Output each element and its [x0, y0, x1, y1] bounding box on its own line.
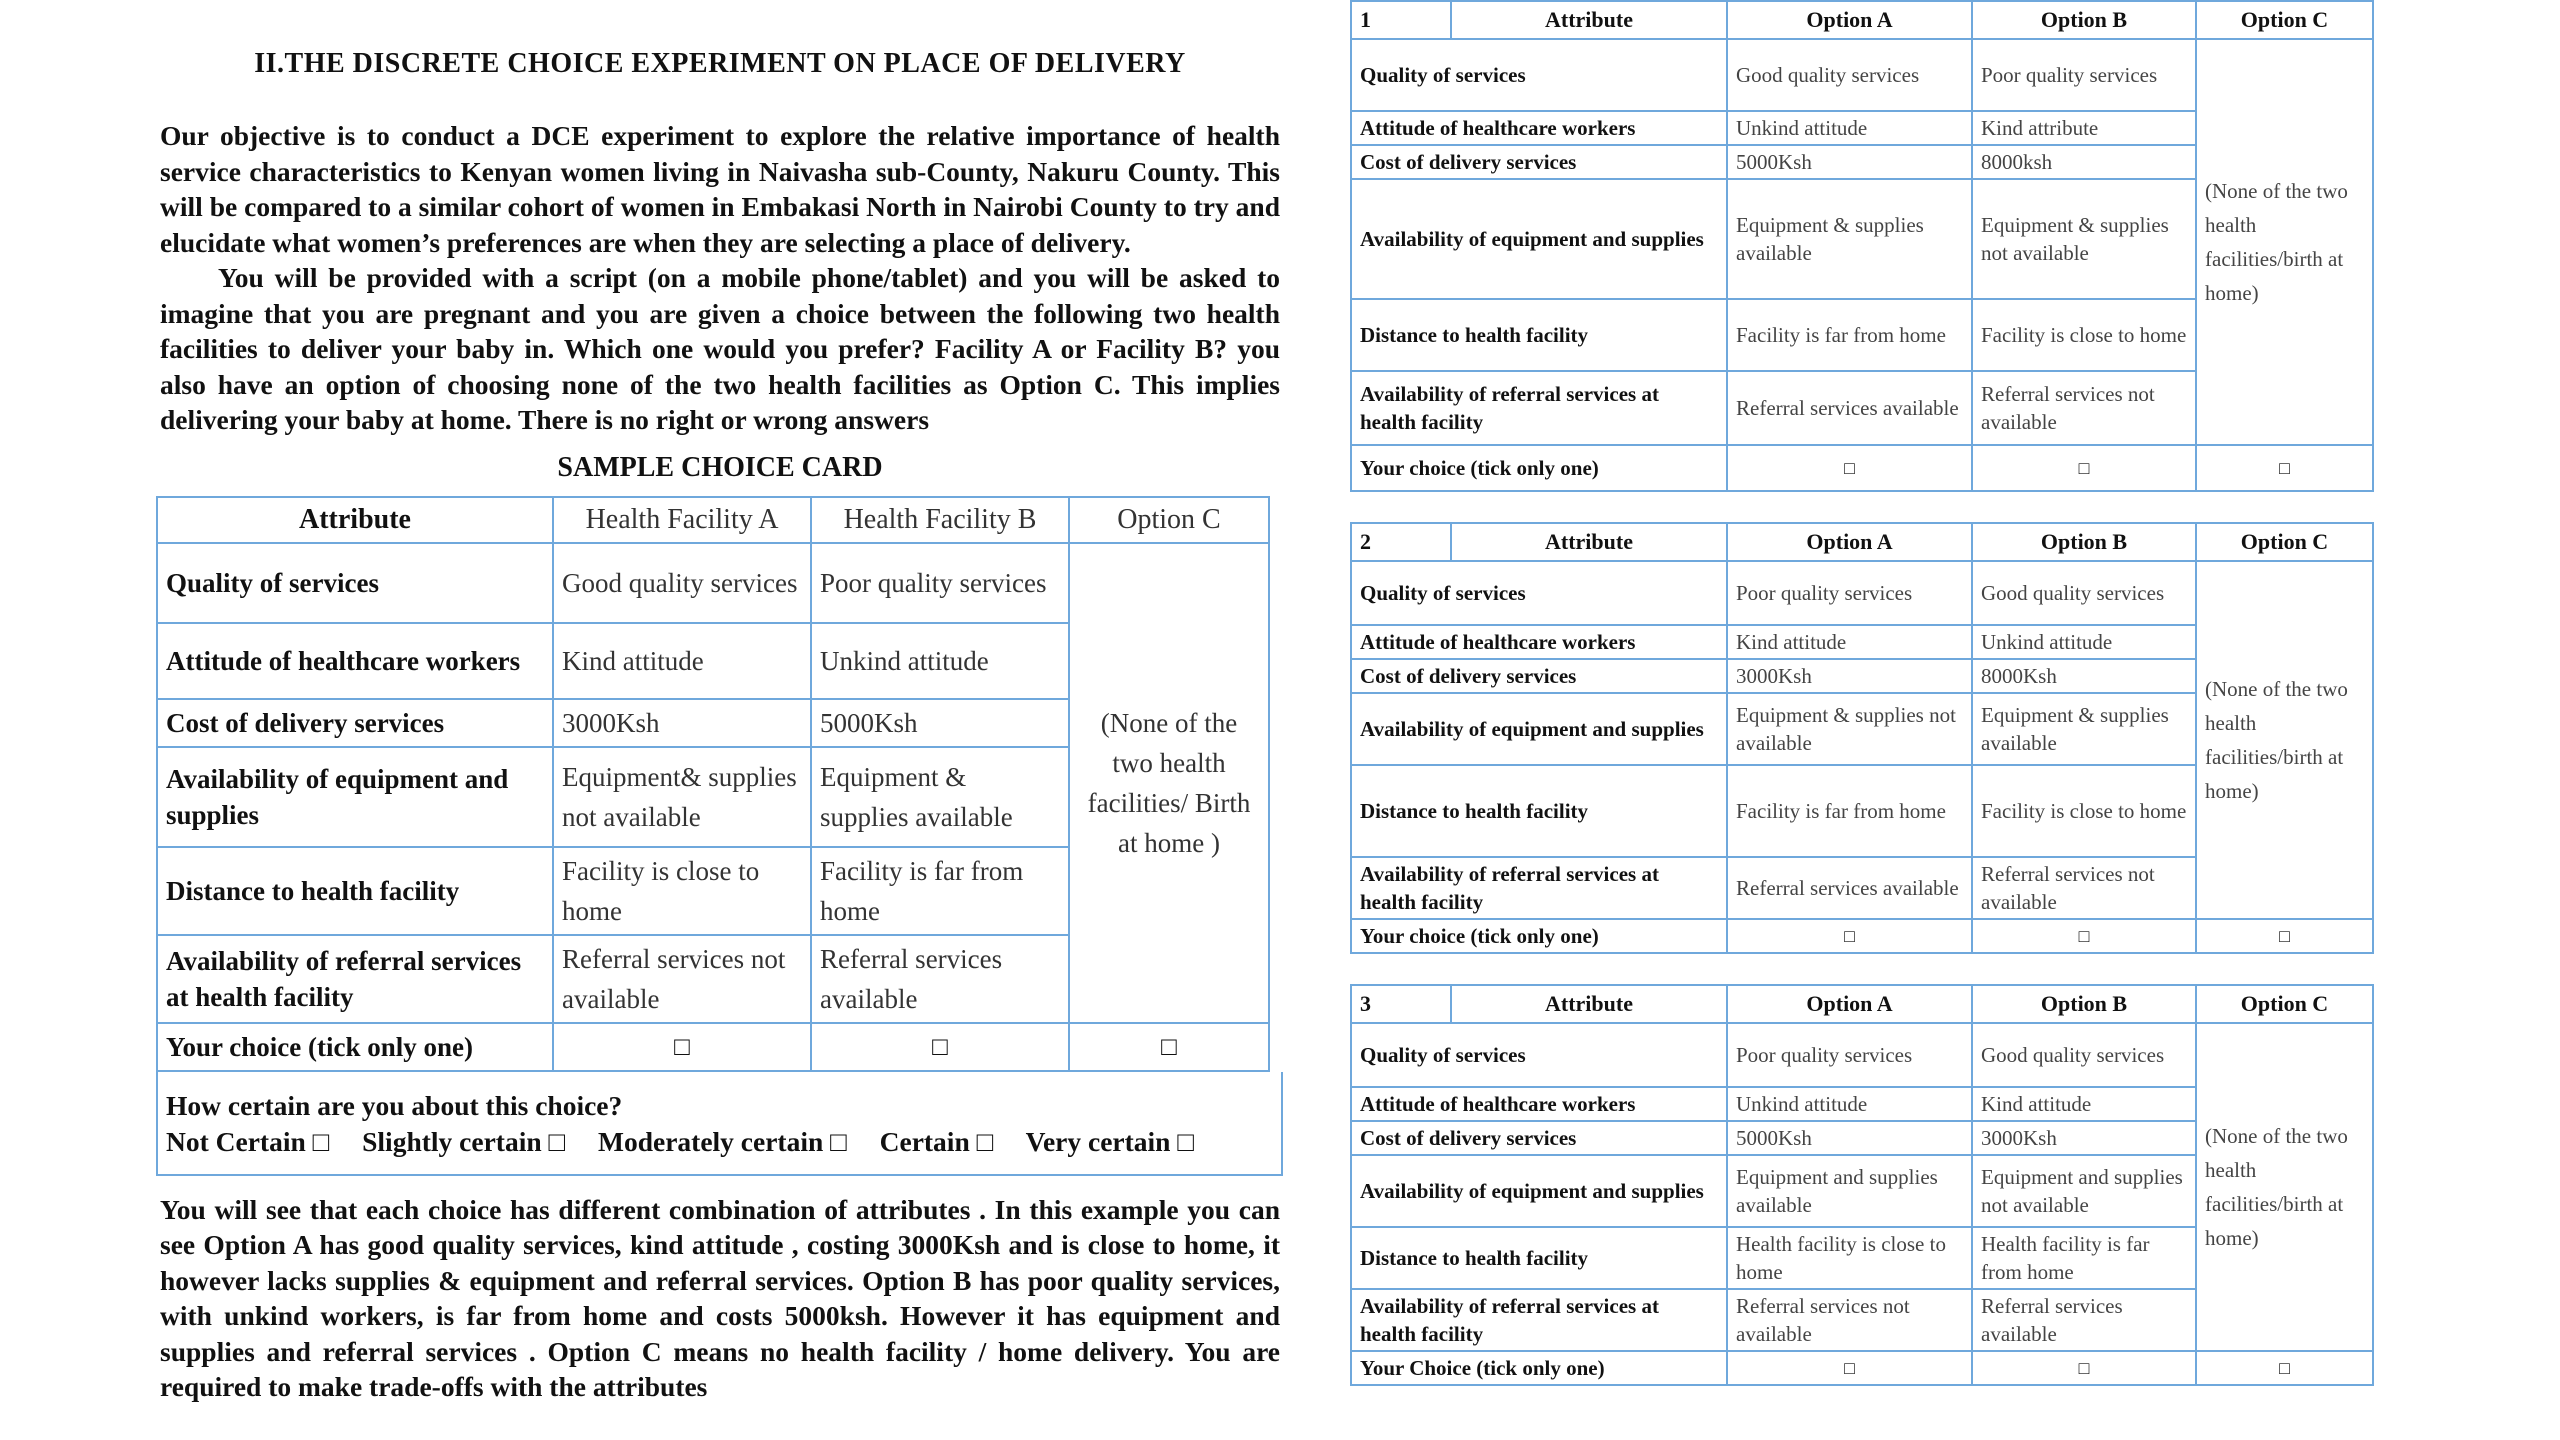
attribute-cell: Availability of equipment and supplies [1351, 179, 1727, 299]
choice-row [1351, 445, 2373, 491]
sample-card-title: SAMPLE CHOICE CARD [557, 451, 883, 483]
certainty-option[interactable]: Slightly certain □ [362, 1125, 566, 1157]
card-number: 2 [1351, 523, 1451, 561]
value-cell: Health facility is far from home [1972, 1227, 2196, 1289]
attribute-cell: Availability of referral services at health facility [157, 935, 553, 1023]
certainty-options [166, 1124, 1273, 1160]
card-number: 3 [1351, 985, 1451, 1023]
attribute-cell: Availability of referral services at health facility [1351, 857, 1727, 919]
header-attribute: Attribute [1451, 985, 1727, 1023]
value-cell: Equipment& supplies not available [553, 747, 811, 847]
attribute-cell: Quality of services [1351, 39, 1727, 111]
attribute-cell: Availability of equipment and supplies [1351, 1155, 1727, 1227]
header-attribute: Attribute [157, 497, 553, 543]
certainty-box [156, 1072, 1283, 1176]
choice-card-1 [1350, 0, 2372, 492]
value-cell: Referral services not available [1972, 857, 2196, 919]
value-cell: Poor quality services [1727, 1023, 1972, 1087]
value-cell: 3000Ksh [553, 699, 811, 747]
value-cell: 8000ksh [1972, 145, 2196, 179]
table-row [1351, 561, 2373, 625]
value-cell: 8000Ksh [1972, 659, 2196, 693]
value-cell: Equipment & supplies not available [1972, 179, 2196, 299]
value-cell: Good quality services [1972, 1023, 2196, 1087]
option-c-cell: (None of the two health facilities/ Birth at home ) [1069, 543, 1269, 1023]
value-cell: Poor quality services [811, 543, 1069, 623]
choice-table [1350, 0, 2374, 492]
value-cell: Poor quality services [1727, 561, 1972, 625]
value-cell: Referral services not available [1972, 371, 2196, 445]
attribute-cell: Availability of equipment and supplies [157, 747, 553, 847]
value-cell: 5000Ksh [1727, 145, 1972, 179]
explanation-paragraph: You will see that each choice has different combination of attributes . In this example you can see Option A has good quality services, kind attitude , costing 3000Ksh and is close to home, it however lacks supplies & equipment and referral services. Option B has poor quality services, with unkind workers, is far from home and costs 5000ksh. However it has equipment and supplies and referral services . Option C means no health facility / home delivery. You are required to make trade-offs with the attributes [160, 1193, 1280, 1402]
value-cell: Referral services available [1972, 1289, 2196, 1351]
section-title: II.THE DISCRETE CHOICE EXPERIMENT ON PLACE OF DELIVERY [254, 48, 1186, 79]
checkbox-option-c[interactable]: □ [1069, 1023, 1269, 1071]
choice-table [1350, 984, 2374, 1386]
header-option-a: Option A [1727, 523, 1972, 561]
value-cell: Referral services not available [553, 935, 811, 1023]
value-cell: Good quality services [1727, 39, 1972, 111]
choice-card-3 [1350, 984, 2372, 1386]
objective-paragraph: Our objective is to conduct a DCE experiment to explore the relative importance of health service characteristics to Kenyan women living in Naivasha sub-County, Nakuru County. This will be compared to a similar cohort of women in Embakasi North in Nairobi County to try and elucidate what women’s preferences are when they are selecting a place of delivery. [160, 120, 1280, 258]
checkbox-option-c[interactable]: □ [2196, 1351, 2373, 1385]
value-cell: Unkind attitude [1972, 625, 2196, 659]
value-cell: Unkind attitude [811, 623, 1069, 699]
checkbox-facility-b[interactable]: □ [811, 1023, 1069, 1071]
value-cell: Unkind attitude [1727, 111, 1972, 145]
header-option-a: Option A [1727, 1, 1972, 39]
value-cell: Kind attitude [1727, 625, 1972, 659]
attribute-cell: Availability of equipment and supplies [1351, 693, 1727, 765]
header-option-c: Option C [2196, 985, 2373, 1023]
value-cell: Poor quality services [1972, 39, 2196, 111]
certainty-option[interactable]: Certain □ [879, 1125, 994, 1157]
header-option-b: Option B [1972, 1, 2196, 39]
choice-row [1351, 1351, 2373, 1385]
left-column [160, 36, 1280, 1405]
checkbox-option-b[interactable]: □ [1972, 1351, 2196, 1385]
checkbox-option-b[interactable]: □ [1972, 445, 2196, 491]
value-cell: Equipment & supplies available [811, 747, 1069, 847]
value-cell: Equipment and supplies not available [1972, 1155, 2196, 1227]
value-cell: 3000Ksh [1727, 659, 1972, 693]
option-c-cell: (None of the two health facilities/birth at home) [2196, 1023, 2373, 1351]
attribute-cell: Distance to health facility [157, 847, 553, 935]
sample-choice-table [156, 496, 1270, 1072]
attribute-cell: Distance to health facility [1351, 765, 1727, 857]
right-column [1350, 0, 2372, 1416]
checkbox-facility-a[interactable]: □ [553, 1023, 811, 1071]
attribute-cell: Distance to health facility [1351, 299, 1727, 371]
checkbox-option-a[interactable]: □ [1727, 445, 1972, 491]
choice-table [1350, 522, 2374, 954]
choice-label: Your Choice (tick only one) [1351, 1351, 1727, 1385]
value-cell: Equipment and supplies available [1727, 1155, 1972, 1227]
table-header-row [1351, 985, 2373, 1023]
attribute-cell: Availability of referral services at health facility [1351, 1289, 1727, 1351]
choice-label: Your choice (tick only one) [1351, 919, 1727, 953]
value-cell: Referral services not available [1727, 1289, 1972, 1351]
table-row [157, 543, 1269, 623]
header-facility-b: Health Facility B [811, 497, 1069, 543]
certainty-question: How certain are you about this choice? [166, 1089, 623, 1121]
value-cell: Facility is close to home [553, 847, 811, 935]
checkbox-option-a[interactable]: □ [1727, 1351, 1972, 1385]
header-attribute: Attribute [1451, 523, 1727, 561]
certainty-option[interactable]: Not Certain □ [166, 1125, 330, 1157]
choice-row [157, 1023, 1269, 1071]
table-header-row [1351, 1, 2373, 39]
choice-card-2 [1350, 522, 2372, 954]
certainty-option[interactable]: Very certain □ [1025, 1125, 1194, 1157]
value-cell: 3000Ksh [1972, 1121, 2196, 1155]
value-cell: Kind attitude [1972, 1087, 2196, 1121]
attribute-cell: Cost of delivery services [1351, 1121, 1727, 1155]
value-cell: Health facility is close to home [1727, 1227, 1972, 1289]
header-option-b: Option B [1972, 523, 2196, 561]
header-facility-a: Health Facility A [553, 497, 811, 543]
value-cell: Equipment & supplies not available [1727, 693, 1972, 765]
attribute-cell: Cost of delivery services [157, 699, 553, 747]
table-row [1351, 39, 2373, 111]
checkbox-option-c[interactable]: □ [2196, 919, 2373, 953]
header-option-c: Option C [2196, 523, 2373, 561]
value-cell: Facility is far from home [1727, 765, 1972, 857]
value-cell: Facility is close to home [1972, 299, 2196, 371]
attribute-cell: Attitude of healthcare workers [1351, 625, 1727, 659]
instructions-paragraph: You will be provided with a script (on a mobile phone/tablet) and you will be asked to imagine that you are pregnant and you are given a choice between the following two health facilities to deliver your baby in. Which one would you prefer? Facility A or Facility B? you also have an option of choosing none of the two health facilities as Option C. This implies delivering your baby at home. There is no right or wrong answers [160, 262, 1280, 435]
value-cell: Equipment & supplies available [1972, 693, 2196, 765]
header-option-a: Option A [1727, 985, 1972, 1023]
value-cell: Equipment & supplies available [1727, 179, 1972, 299]
certainty-option[interactable]: Moderately certain □ [598, 1125, 847, 1157]
attribute-cell: Attitude of healthcare workers [1351, 1087, 1727, 1121]
attribute-cell: Quality of services [157, 543, 553, 623]
table-header-row [157, 497, 1269, 543]
checkbox-option-a[interactable]: □ [1727, 919, 1972, 953]
attribute-cell: Attitude of healthcare workers [1351, 111, 1727, 145]
value-cell: Facility is close to home [1972, 765, 2196, 857]
table-header-row [1351, 523, 2373, 561]
value-cell: Kind attribute [1972, 111, 2196, 145]
header-option-c: Option C [1069, 497, 1269, 543]
value-cell: 5000Ksh [1727, 1121, 1972, 1155]
attribute-cell: Quality of services [1351, 1023, 1727, 1087]
checkbox-option-b[interactable]: □ [1972, 919, 2196, 953]
header-option-c: Option C [2196, 1, 2373, 39]
header-option-b: Option B [1972, 985, 2196, 1023]
value-cell: Kind attitude [553, 623, 811, 699]
choice-row [1351, 919, 2373, 953]
value-cell: Facility is far from home [811, 847, 1069, 935]
value-cell: Good quality services [553, 543, 811, 623]
attribute-cell: Attitude of healthcare workers [157, 623, 553, 699]
choice-label: Your choice (tick only one) [157, 1023, 553, 1071]
card-number: 1 [1351, 1, 1451, 39]
choice-label: Your choice (tick only one) [1351, 445, 1727, 491]
value-cell: Good quality services [1972, 561, 2196, 625]
table-row [1351, 1023, 2373, 1087]
value-cell: Referral services available [1727, 857, 1972, 919]
value-cell: Facility is far from home [1727, 299, 1972, 371]
attribute-cell: Availability of referral services at health facility [1351, 371, 1727, 445]
attribute-cell: Distance to health facility [1351, 1227, 1727, 1289]
checkbox-option-c[interactable]: □ [2196, 445, 2373, 491]
value-cell: Referral services available [811, 935, 1069, 1023]
value-cell: Unkind attitude [1727, 1087, 1972, 1121]
value-cell: Referral services available [1727, 371, 1972, 445]
value-cell: 5000Ksh [811, 699, 1069, 747]
attribute-cell: Cost of delivery services [1351, 659, 1727, 693]
option-c-cell: (None of the two health facilities/birth at home) [2196, 561, 2373, 919]
attribute-cell: Quality of services [1351, 561, 1727, 625]
header-attribute: Attribute [1451, 1, 1727, 39]
option-c-cell: (None of the two health facilities/birth at home) [2196, 39, 2373, 445]
attribute-cell: Cost of delivery services [1351, 145, 1727, 179]
